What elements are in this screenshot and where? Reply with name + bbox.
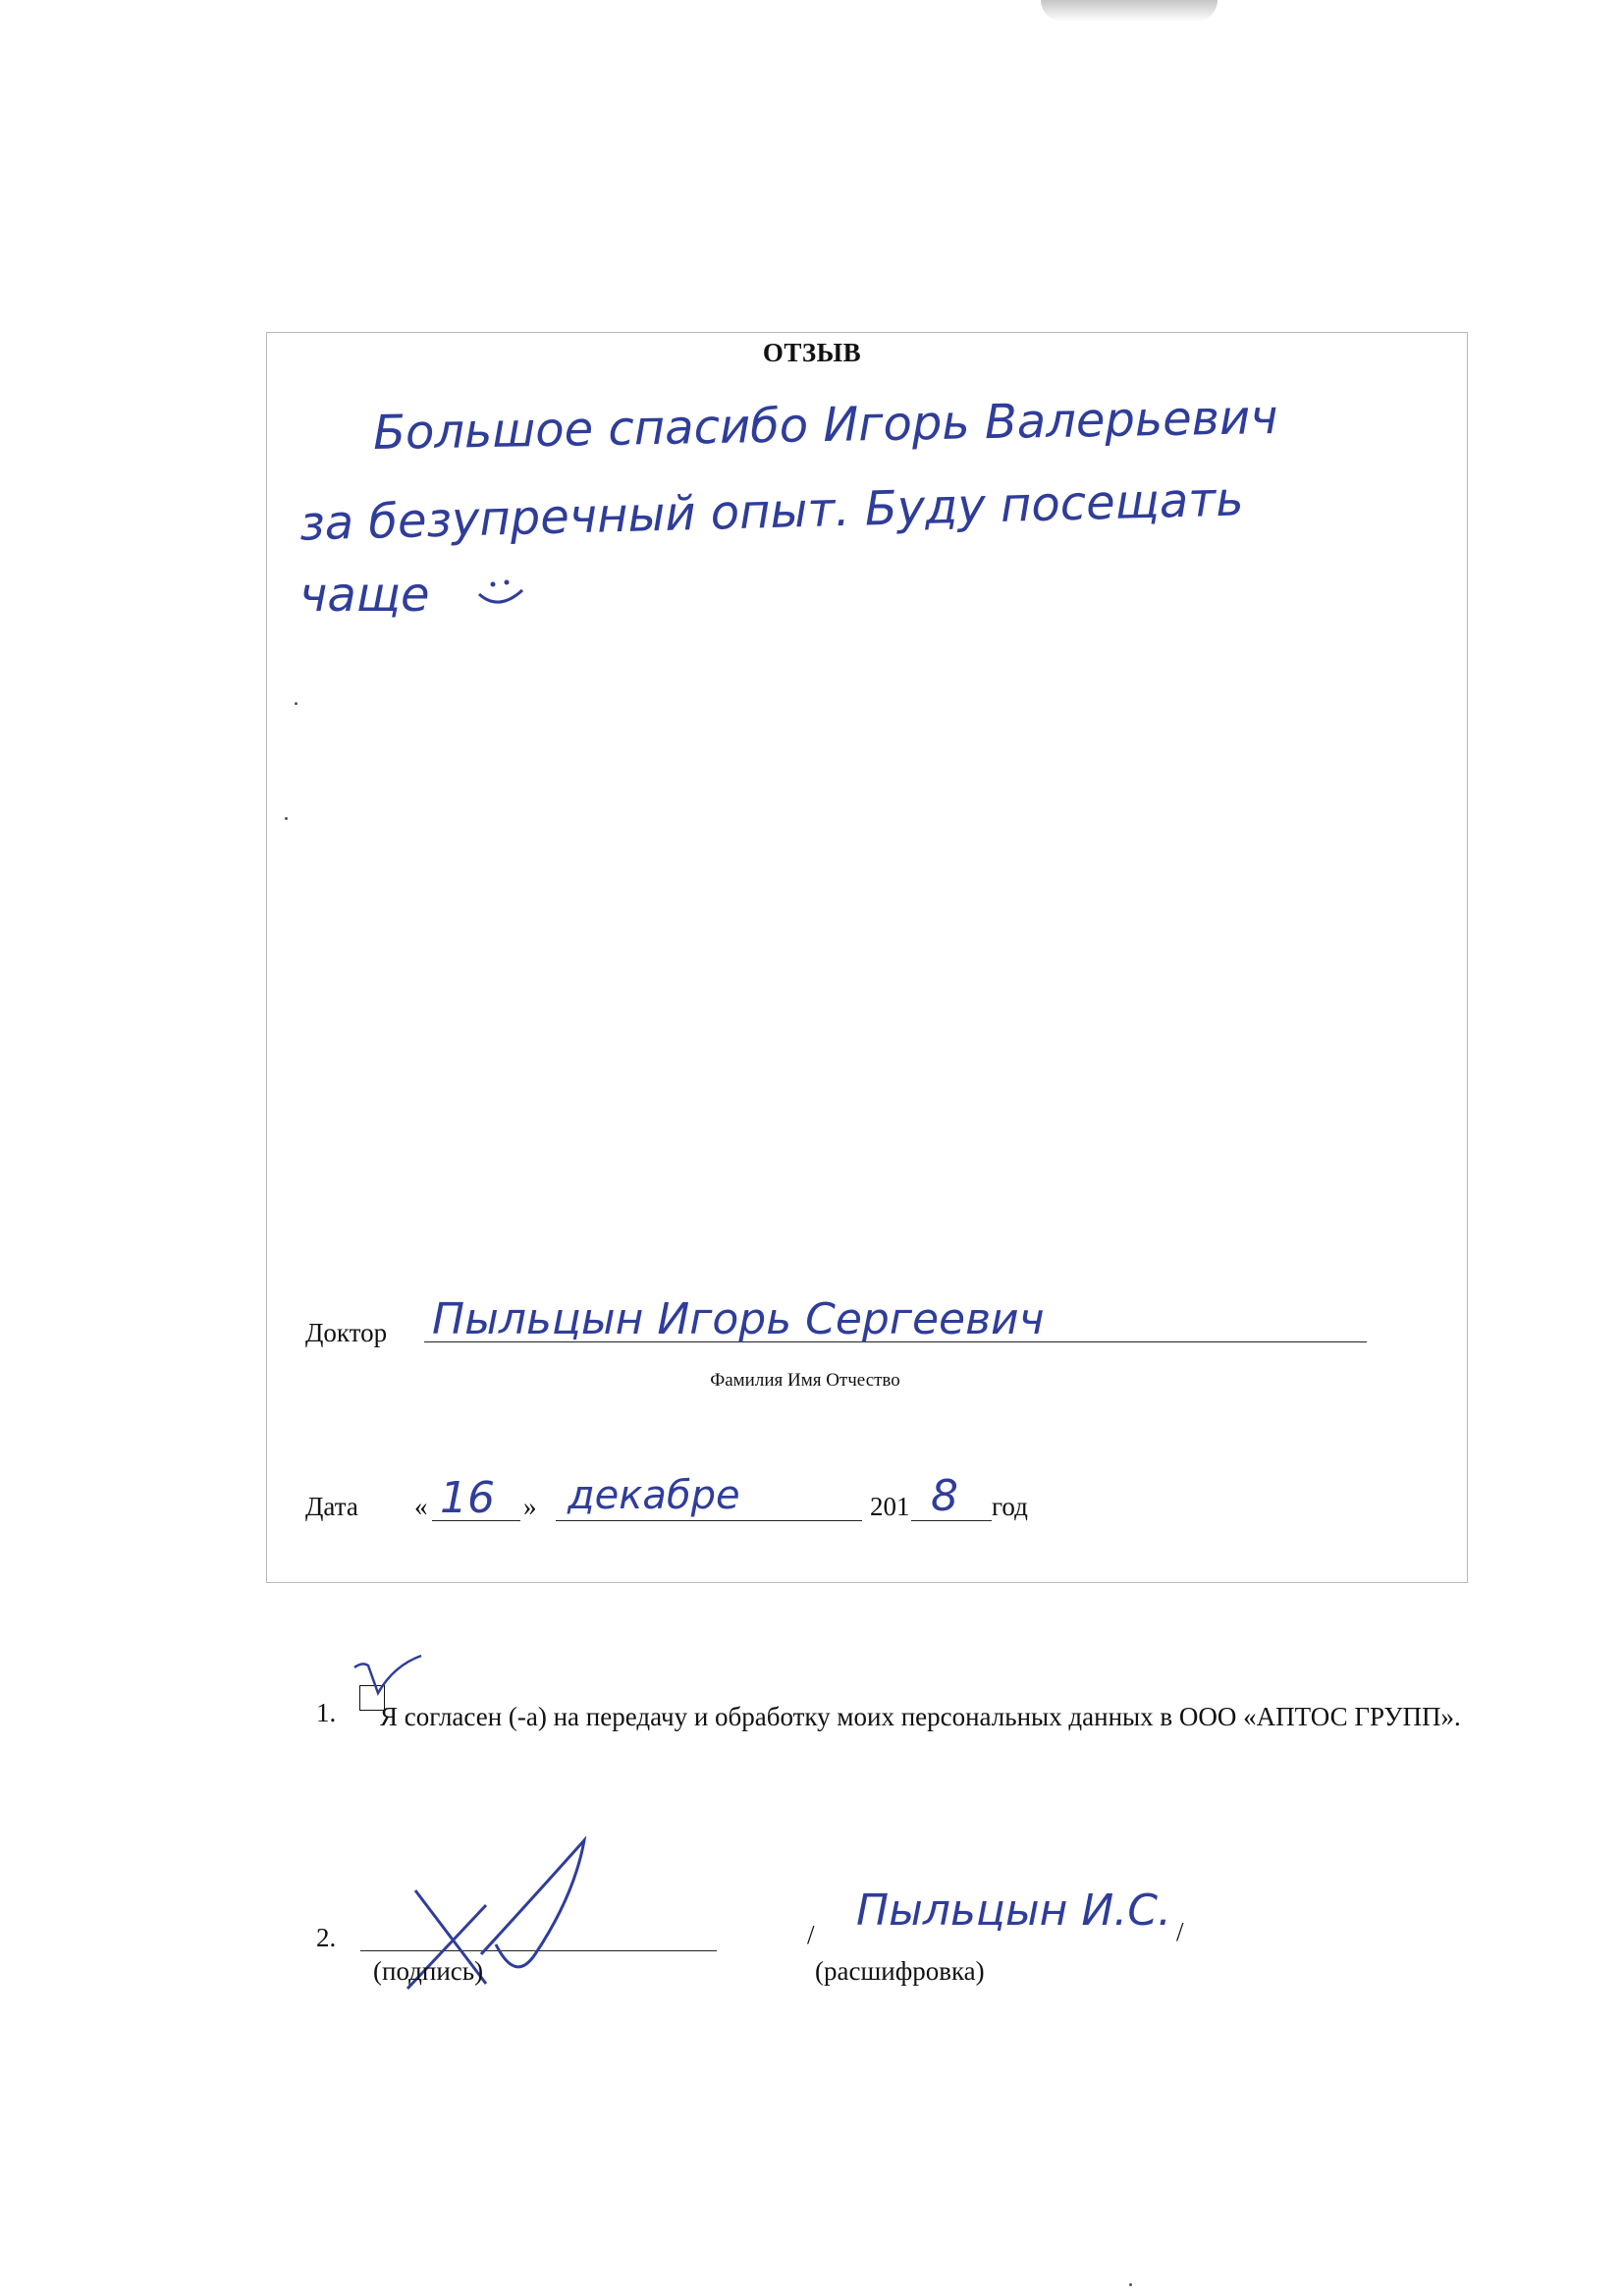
form-title: ОТЗЫВ [762,338,862,367]
year-digit[interactable]: 8 [931,1471,958,1521]
smile-icon [471,574,530,614]
consent-text [319,1698,1468,1735]
date-label: Дата [305,1492,358,1521]
doctor-name[interactable]: Пыльцын Игорь Сергеевич [432,1294,1045,1344]
decode-caption: (расшифровка) [815,1956,985,1986]
year-suffix: год [992,1492,1028,1521]
month-underline [556,1520,862,1521]
quote-open: « [414,1492,428,1521]
scan-speck [1129,2283,1132,2286]
date-day[interactable]: 16 [440,1473,495,1523]
consent-text-body: Я согласен (-а) на передачу и обработку моих персональных данных в ООО «АПТОС ГРУПП». [380,1702,1461,1731]
scan-speck [285,817,288,820]
signature-caption: (подпись) [373,1956,484,1986]
doctor-caption: Фамилия Имя Отчество [710,1370,900,1391]
quote-close: » [523,1492,537,1521]
scan-speck [295,702,298,705]
review-line-3: чаще [299,568,430,623]
decode-paren-open: / [807,1920,815,1949]
year-prefix: 201 [870,1492,910,1521]
review-line-2: за безупречный опыт. Буду посещать [298,471,1245,552]
doctor-label: Доктор [305,1318,388,1347]
review-line-1: Большое спасибо Игорь Валерьевич [372,389,1278,462]
decode-value[interactable]: Пыльцын И.С. [856,1886,1171,1936]
consent-number: 1. [316,1698,337,1727]
date-month[interactable]: декабре [568,1473,740,1518]
decode-paren-close: / [1176,1917,1184,1946]
scan-shadow [1041,0,1218,22]
signature-number: 2. [316,1923,337,1952]
